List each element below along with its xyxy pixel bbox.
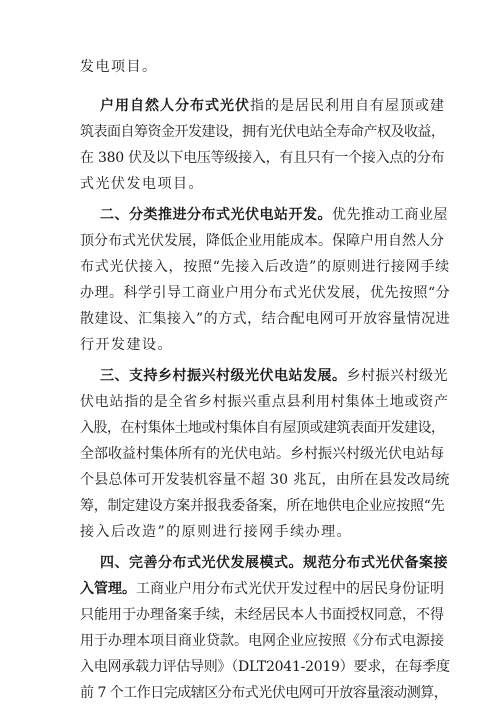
- line-text: 顶分布式光伏发展，降低企业用能成本。保障户用自然人分: [80, 233, 444, 249]
- text-line: [80, 523, 450, 541]
- paragraph-first-line: [80, 97, 450, 115]
- text-line: [80, 123, 450, 141]
- line-text: 优先推动工商业屋: [332, 207, 448, 223]
- line-text: 指的是居民利用自有屋顶或建: [250, 98, 445, 114]
- text-line: [80, 393, 450, 411]
- line-text: 个县总体可开发装机容量不超 30 兆瓦，由所在县发改局统: [80, 472, 450, 488]
- section-first-line: [80, 554, 450, 572]
- text-line: [80, 58, 450, 76]
- line-text: 散建设、汇集接入”的方式，结合配电网可开放容量情况进: [80, 311, 451, 327]
- line-text: 工商业户用分布式光伏开发过程中的居民身份证明: [136, 581, 444, 597]
- text-line: [80, 445, 450, 463]
- section-heading-continued: 入管理。: [80, 581, 136, 597]
- line-text: 筹，制定建设方案并报我委备案，所在地供电企业应按照“先: [80, 498, 445, 514]
- section-first-line: [80, 367, 450, 385]
- paragraph-heading: 户用自然人分布式光伏: [100, 98, 250, 114]
- line-text: 入股，在村集体土地或村集体自有屋顶或建筑表面开发建设，: [80, 420, 445, 436]
- line-text: 接入后改造”的原则进行接网手续办理。: [80, 524, 353, 540]
- line-text: 乡村振兴村级光: [346, 368, 448, 384]
- line-text: 行开发建设。: [80, 337, 173, 353]
- line-text: 用于办理本项目商业贷款。电网企业应按照《分布式电源接: [80, 633, 444, 649]
- text-line: [80, 471, 450, 489]
- text-line: [80, 258, 450, 276]
- line-text: 全部收益村集体所有的光伏电站。乡村振兴村级光伏电站每: [80, 446, 444, 462]
- section-heading: 二、分类推进分布式光伏电站开发。: [100, 207, 332, 223]
- text-line: [80, 658, 450, 676]
- text-line: [80, 310, 450, 328]
- section-heading: 四、完善分布式光伏发展模式。规范分布式光伏备案接: [100, 555, 448, 571]
- section-first-line: [80, 206, 450, 224]
- text-line: [80, 580, 450, 598]
- line-text: 伏电站指的是全省乡村振兴重点县利用村集体土地或资产: [80, 394, 449, 410]
- text-line: [80, 149, 450, 167]
- line-text: 前 7 个工作日完成辖区分布式光伏电网可开放容量滚动测算，: [80, 685, 448, 701]
- line-text: 式光伏发电项目。: [80, 176, 204, 192]
- line-text: 入电网承载力评估导则》（DLT2041-2019）要求，在每季度: [80, 659, 450, 675]
- line-text: 办理。科学引导工商业户用分布式光伏发展，优先按照“分: [80, 285, 451, 301]
- text-line: [80, 175, 450, 193]
- text-line: [80, 336, 450, 354]
- text-line: [80, 497, 450, 515]
- line-text: 布式光伏接入，按照“先接入后改造”的原则进行接网手续: [80, 259, 450, 275]
- text-line: [80, 684, 450, 702]
- text-line: [80, 606, 450, 624]
- line-text: 发电项目。: [80, 59, 158, 75]
- section-heading: 三、支持乡村振兴村级光伏电站发展。: [100, 368, 347, 384]
- text-line: [80, 419, 450, 437]
- text-line: [80, 232, 450, 250]
- line-text: 只能用于办理备案手续，未经居民本人书面授权同意，不得: [80, 607, 444, 623]
- line-text: 筑表面自筹资金开发建设，拥有光伏电站全寿命产权及收益，: [80, 124, 445, 140]
- line-text: 在 380 伏及以下电压等级接入，有且只有一个接入点的分布: [80, 150, 445, 166]
- text-line: [80, 284, 450, 302]
- text-line: [80, 632, 450, 650]
